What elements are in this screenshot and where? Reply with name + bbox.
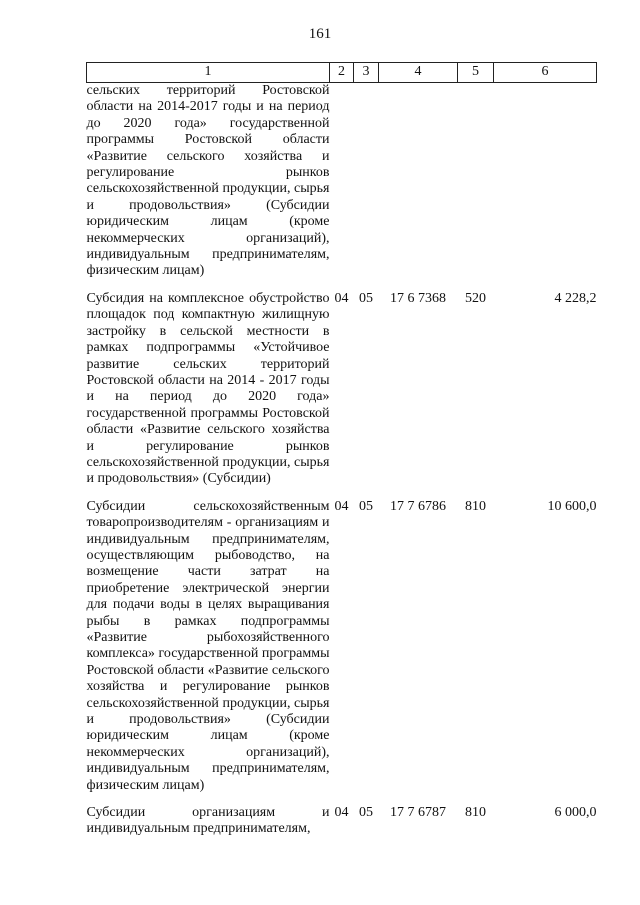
table-row — [87, 805, 597, 838]
row-section: 04 — [334, 498, 349, 514]
table-row — [87, 83, 597, 280]
header-col-1: 1 — [87, 63, 330, 83]
row-section: 04 — [334, 805, 349, 821]
row-target: 17 7 6786 — [390, 498, 446, 514]
header-col-6: 6 — [494, 63, 597, 83]
row-description: Субсидии организациям и индивидуальным предпринимателям, — [86, 805, 330, 837]
row-amount — [494, 83, 597, 280]
row-section: 04 — [334, 290, 349, 306]
row-subsection — [354, 83, 379, 280]
row-target: 17 7 6787 — [390, 805, 446, 821]
row-subsection: 05 — [359, 498, 373, 514]
row-gap — [87, 488, 597, 499]
header-col-2: 2 — [330, 63, 354, 83]
header-col-5: 5 — [458, 63, 494, 83]
header-col-3: 3 — [354, 63, 379, 83]
budget-table — [86, 62, 597, 838]
row-expense-type: 520 — [465, 290, 486, 306]
row-amount: 4 228,2 — [554, 290, 597, 306]
table-row — [87, 499, 597, 794]
row-amount: 10 600,0 — [547, 498, 597, 514]
header-col-4: 4 — [379, 63, 458, 83]
row-gap — [87, 280, 597, 291]
row-description: Субсидии сельскохозяйственным товаропроизводителям - организациям и индивидуальным предпринимателям, осуществляющим рыбоводство, на возмещение части затрат на приобретение электрической энергии для подачи воды в целях выращивания рыбы в рамках подпрограммы «Развитие рыбохозяйственного комплекса» государственной программы Ростовской области «Развитие сельского хозяйства и регулирование рынков сельскохозяйственной продукции, сырья и продовольствия» (Субсидии юридическим лицам (кроме некоммерческих организаций), индивидуальным предпринимателям, физическим лицам) — [86, 498, 330, 793]
table-header — [87, 63, 597, 83]
table-row — [87, 291, 597, 488]
row-subsection: 05 — [359, 805, 373, 821]
row-description: сельских территорий Ростовской области на 2014-2017 годы и на период до 2020 года» государственной программы Ростовской области «Развитие сельского хозяйства и регулирование рынков сельскохозяйственной продукции, сырья и продовольствия» (Субсидии юридическим лицам (кроме некоммерческих организаций), индивидуальным предпринимателям, физическим лицам) — [86, 83, 330, 279]
row-expense-type: 810 — [465, 498, 486, 514]
row-description: Субсидия на комплексное обустройство площадок под компактную жилищную застройку в сельской местности в рамках подпрограммы «Устойчивое развитие сельских территорий Ростовской области на 2014 - 2017 годы и на период до 2020 года» государственной программы Ростовской области «Развитие сельского хозяйства и регулирование рынков сельскохозяйственной продукции, сырья и продовольствия» (Субсидии) — [86, 290, 330, 487]
row-expense-type — [458, 83, 494, 280]
table-body — [87, 83, 597, 838]
header-row — [87, 63, 597, 83]
row-subsection: 05 — [359, 290, 373, 306]
row-target — [379, 83, 458, 280]
page-number: 161 — [308, 26, 332, 42]
row-gap — [87, 794, 597, 805]
row-section — [330, 83, 354, 280]
row-amount: 6 000,0 — [554, 805, 597, 821]
row-expense-type: 810 — [465, 805, 486, 821]
row-target: 17 6 7368 — [390, 290, 446, 306]
